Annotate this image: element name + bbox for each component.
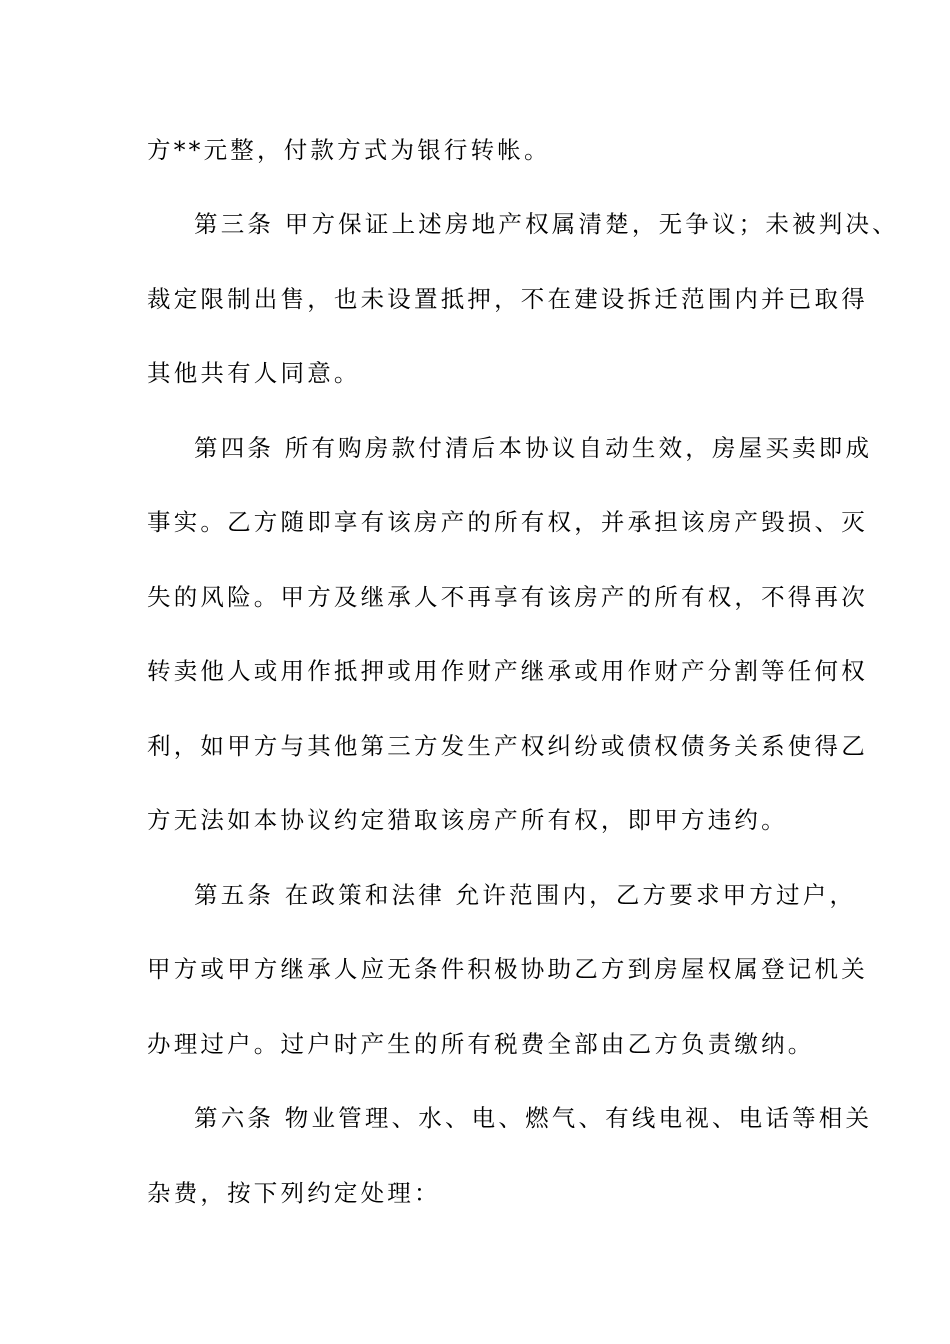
text-line: 方无法如本协议约定猎取该房产所有权，即甲方违约。 [147, 806, 788, 834]
article-3-heading-line: 第三条 甲方保证上述房地产权属清楚，无争议；未被判决、 [194, 210, 899, 238]
text-line: 事实。乙方随即享有该房产的所有权，并承担该房产毁损、灭 [147, 508, 868, 536]
text-line: 甲方或甲方继承人应无条件积极协助乙方到房屋权属登记机关 [147, 955, 868, 983]
text-line: 转卖他人或用作抵押或用作财产继承或用作财产分割等任何权 [147, 657, 868, 685]
text-line: 利，如甲方与其他第三方发生产权纠纷或债权债务关系使得乙 [147, 732, 868, 760]
article-5-heading-line: 第五条 在政策和法律 允许范围内，乙方要求甲方过户， [194, 881, 857, 909]
text-line: 其他共有人同意。 [147, 359, 361, 387]
article-6-heading-line: 第六条 物业管理、水、电、燃气、有线电视、电话等相关 [194, 1104, 873, 1132]
text-line: 方**元整，付款方式为银行转帐。 [147, 136, 551, 164]
text-line: 杂费，按下列约定处理： [147, 1179, 441, 1207]
text-line: 失的风险。甲方及继承人不再享有该房产的所有权，不得再次 [147, 583, 868, 611]
text-line: 裁定限制出售，也未设置抵押，不在建设拆迁范围内并已取得 [147, 285, 868, 313]
article-4-heading-line: 第四条 所有购房款付清后本协议自动生效，房屋买卖即成 [194, 434, 873, 462]
text-line: 办理过户。过户时产生的所有税费全部由乙方负责缴纳。 [147, 1030, 815, 1058]
